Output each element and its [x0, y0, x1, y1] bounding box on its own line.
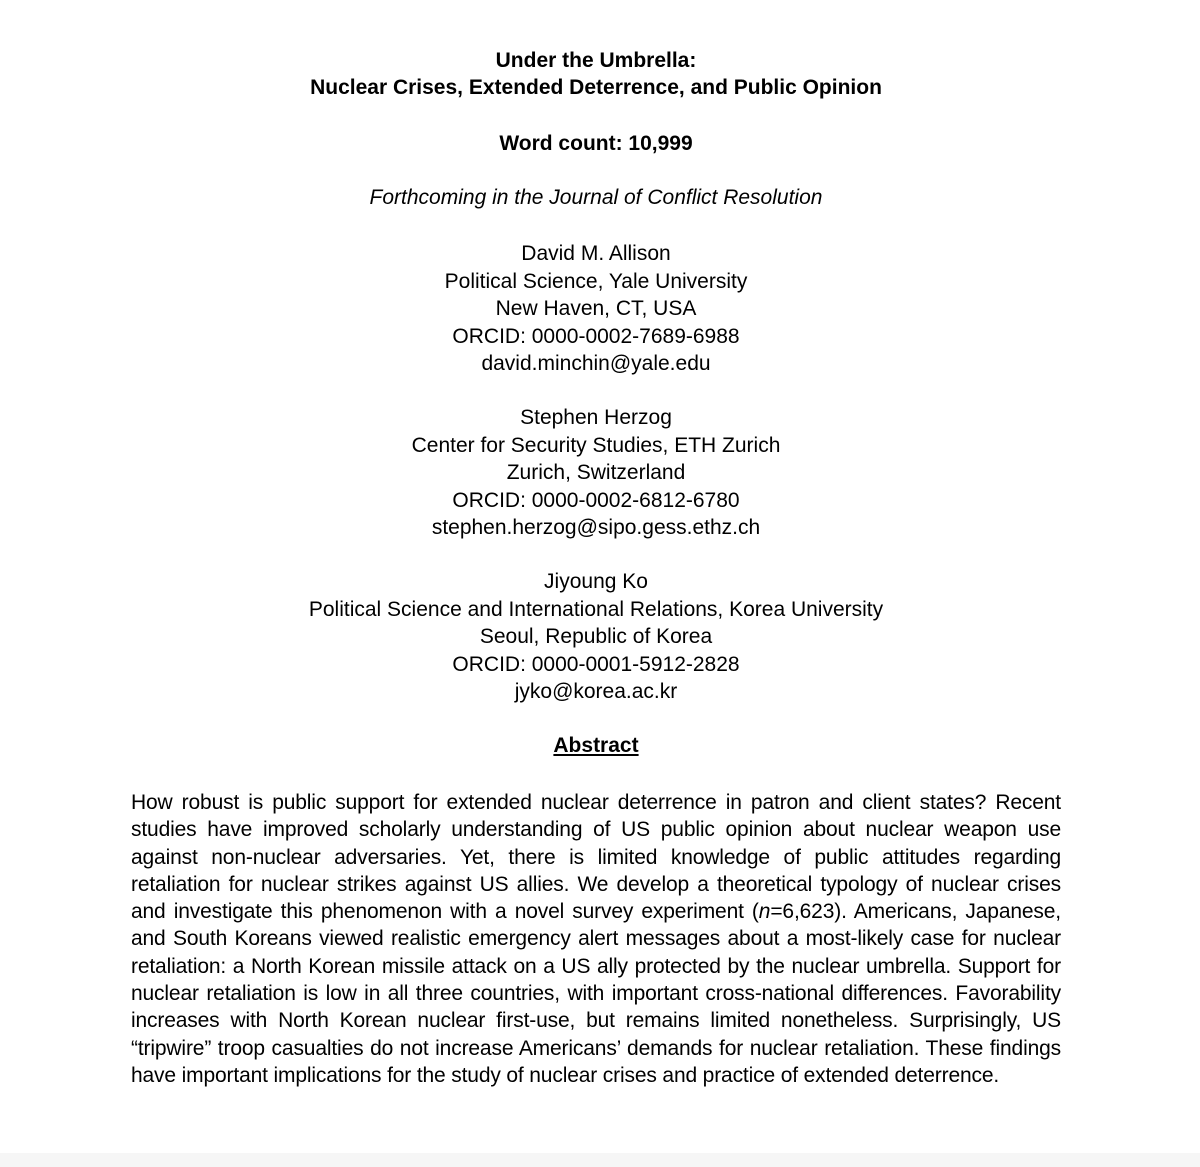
author-orcid: ORCID: 0000-0001-5912-2828	[452, 652, 740, 676]
abstract-text	[131, 789, 1061, 1089]
abstract-heading: Abstract	[553, 734, 639, 757]
author-orcid: ORCID: 0000-0002-7689-6988	[452, 324, 740, 348]
word-count: Word count: 10,999	[499, 132, 693, 155]
author-name: Stephen Herzog	[520, 406, 672, 429]
author-orcid: ORCID: 0000-0002-6812-6780	[452, 488, 740, 512]
author-email: stephen.herzog@sipo.gess.ethz.ch	[431, 516, 761, 539]
author-block	[0, 240, 1192, 378]
author-location: Zurich, Switzerland	[506, 461, 686, 484]
abstract-text-part-1: How robust is public support for extended nuclear deterrence in patron and client states? Recent studies have improved scholarly understanding of US public opinion about nuclear weapon use against non-nuclear adversaries. Yet, there is limited knowledge of public attitudes regarding retaliation for nuclear strikes against US allies. We develop a theoretical typology of nuclear crises and investigate this phenomenon with a novel survey experiment (	[131, 791, 1061, 924]
author-block	[0, 404, 1192, 542]
author-name: David M. Allison	[521, 242, 671, 265]
paper-title	[0, 47, 1192, 101]
author-affiliation: Center for Security Studies, ETH Zurich	[411, 433, 781, 457]
title-line-2: Nuclear Crises, Extended Deterrence, and Public Opinion	[310, 76, 882, 99]
author-affiliation: Political Science, Yale University	[444, 269, 748, 293]
author-block	[0, 568, 1192, 706]
author-email: jyko@korea.ac.kr	[514, 680, 678, 703]
publication-venue: Forthcoming in the Journal of Conflict Resolution	[369, 186, 823, 209]
author-location: New Haven, CT, USA	[495, 297, 697, 320]
author-location: Seoul, Republic of Korea	[479, 625, 713, 648]
page-bottom-edge	[0, 1153, 1200, 1167]
abstract-text-part-2: =6,623). Americans, Japanese, and South Koreans viewed realistic emergency alert messages about a most-likely case for nuclear retaliation: a North Korean missile attack on a US ally protected by the nuclear umbrella. Support for nuclear retaliation is low in all three countries, with important cross-national differences. Favorability increases with North Korean nuclear first-use, but remains limited nonetheless. Surprisingly, US “tripwire” troop casualties do not increase Americans’ demands for nuclear retaliation. These findings have important implications for the study of nuclear crises and practice of extended deterrence.	[131, 900, 1061, 1087]
sample-size-symbol: n	[758, 900, 771, 924]
author-affiliation: Political Science and International Relations, Korea University	[308, 597, 884, 621]
author-email: david.minchin@yale.edu	[481, 352, 711, 375]
title-line-1: Under the Umbrella:	[495, 49, 697, 72]
author-name: Jiyoung Ko	[544, 570, 648, 593]
